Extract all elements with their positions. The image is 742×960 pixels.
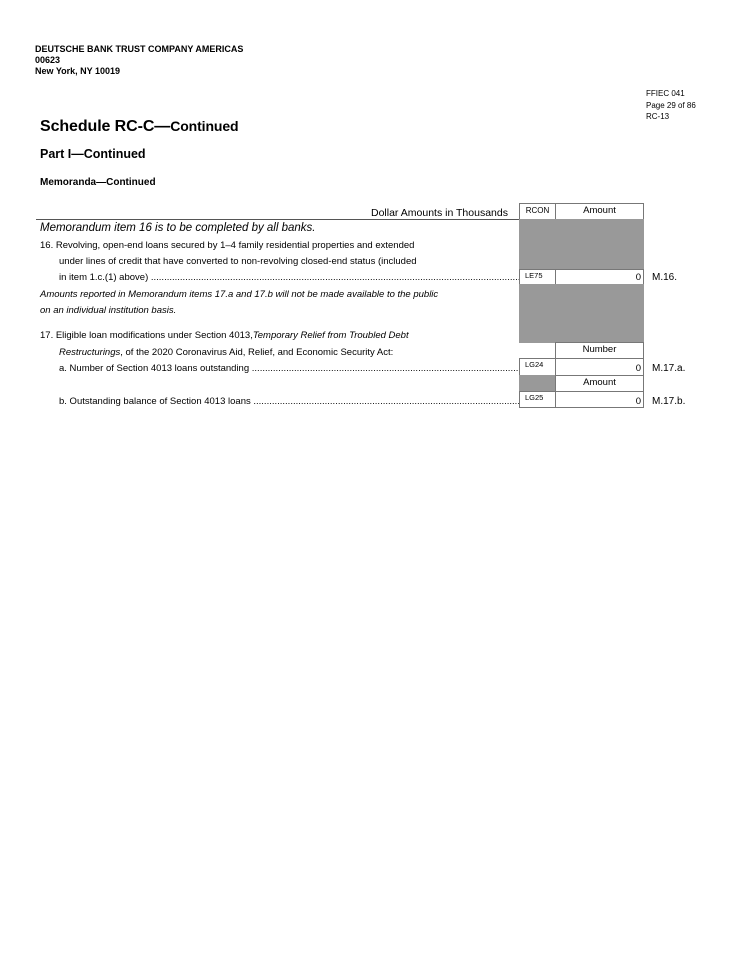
item17-note-line2: on an individual institution basis. xyxy=(40,305,177,316)
title-suffix: Continued xyxy=(170,118,239,134)
item17b-value[interactable]: 0 xyxy=(555,391,644,408)
header-divider xyxy=(36,219,520,220)
number-column-header: Number xyxy=(555,342,644,359)
item16-note: Memorandum item 16 is to be completed by all banks. xyxy=(40,222,316,234)
item17-line2: Restructurings, of the 2020 Coronavirus Aid, Relief, and Economic Security Act: xyxy=(59,347,394,358)
bank-city: New York, NY 10019 xyxy=(35,66,121,76)
item17b-code: LG25 xyxy=(519,391,556,408)
item17-line1: 17. Eligible loan modifications under Section 4013,Temporary Relief from Troubled Debt xyxy=(40,330,409,341)
item17b-label: b. Outstanding balance of Section 4013 loans ..... xyxy=(59,396,519,407)
shaded-cell-17b xyxy=(519,375,556,392)
rcon-column-header: RCON xyxy=(519,203,556,220)
item17a-ref: M.17.a. xyxy=(652,363,686,374)
schedule-code: RC-13 xyxy=(646,112,670,121)
item17a-label: a. Number of Section 4013 loans outstanding ..... xyxy=(59,363,519,374)
title-dash: — xyxy=(154,118,171,135)
part-label: Part I—Continued xyxy=(40,147,146,161)
page-title xyxy=(40,118,239,136)
item17b-ref: M.17.b. xyxy=(652,396,686,407)
page-info: Page 29 of 86 xyxy=(646,100,696,110)
form-id: FFIEC 041 xyxy=(646,89,685,98)
item17a-code: LG24 xyxy=(519,358,556,376)
item17-note-line1: Amounts reported in Memorandum items 17.a and 17.b will not be made available to the public xyxy=(40,289,439,300)
dollar-amounts-label: Dollar Amounts in Thousands xyxy=(371,207,508,219)
shaded-block-17 xyxy=(519,284,644,343)
item16-line2: under lines of credit that have converted to non-revolving closed-end status (included xyxy=(59,256,417,267)
bank-header xyxy=(35,44,243,77)
item16-value[interactable]: 0 xyxy=(555,269,644,285)
form-info xyxy=(646,88,696,123)
amount-column-header: Amount xyxy=(555,203,644,220)
bank-name: DEUTSCHE BANK TRUST COMPANY AMERICAS xyxy=(35,44,244,54)
item17a-value[interactable]: 0 xyxy=(555,358,644,376)
item16-line3: in item 1.c.(1) above) ..... xyxy=(59,272,519,283)
shaded-block-16 xyxy=(519,219,644,270)
item16-ref: M.16. xyxy=(652,272,678,283)
memoranda-label: Memoranda—Continued xyxy=(40,177,156,188)
item16-code: LE75 xyxy=(519,269,556,285)
item16-line1: 16. Revolving, open-end loans secured by 1–4 family residential properties and extended xyxy=(40,240,415,251)
bank-id: 00623 xyxy=(35,55,61,65)
title-main: Schedule RC-C xyxy=(40,118,155,135)
amount-column-header-17b: Amount xyxy=(555,375,644,392)
